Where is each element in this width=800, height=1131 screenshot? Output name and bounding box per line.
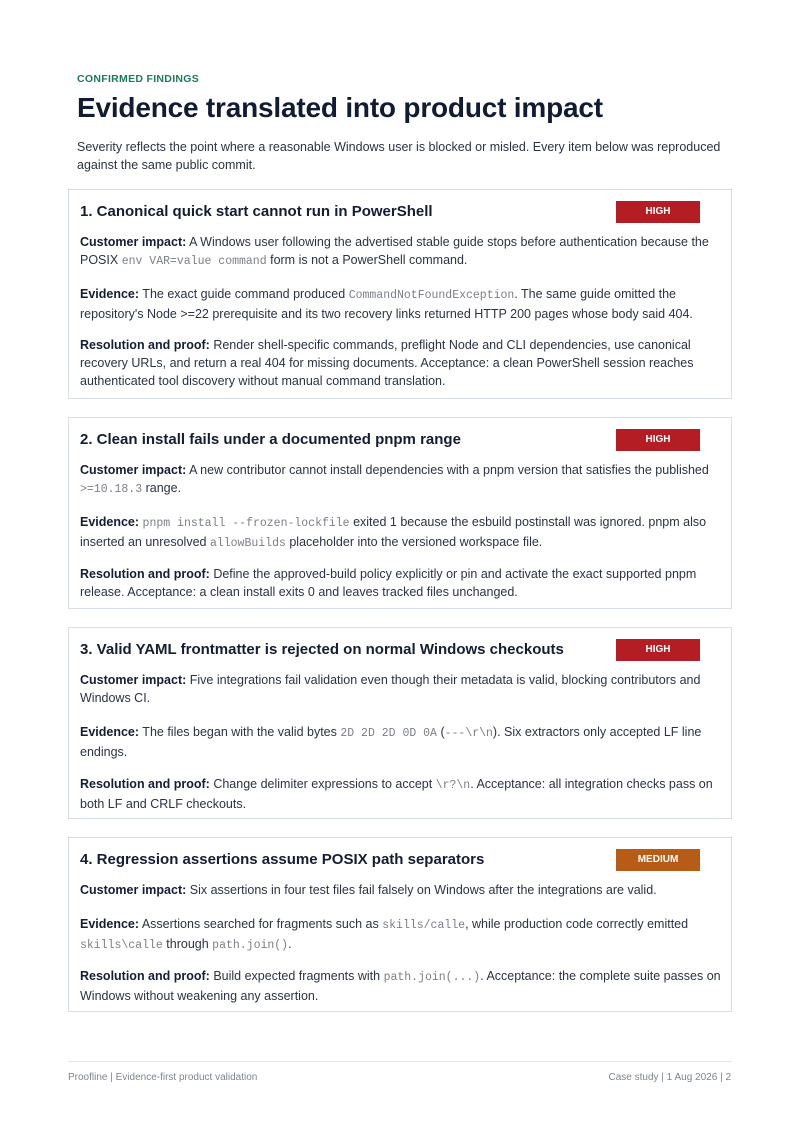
evidence: [80, 723, 722, 761]
inline-code: skills/calle: [382, 919, 466, 932]
resolution-text: Build expected fragments with: [209, 969, 384, 983]
evidence-text: ). Six extractors only accepted LF line endings.: [80, 725, 702, 759]
finding-header: [80, 849, 700, 871]
finding-title: 3. Valid YAML frontmatter is rejected on normal Windows checkouts: [80, 641, 564, 658]
impact-label: Customer impact:: [80, 883, 187, 897]
finding-title: 1. Canonical quick start cannot run in PowerShell: [80, 203, 433, 220]
inline-code: path.join(...): [383, 971, 481, 984]
resolution-text: Define the approved-build policy explicitly or pin and activate the exact supported pnpm release. Acceptance: a clean install exits 0 and leaves tracked files unchanged.: [80, 567, 697, 599]
severity-badge: MEDIUM: [616, 849, 700, 871]
footer-brand: Proofline | Evidence-first product validation: [68, 1072, 258, 1083]
resolution-text: . Acceptance: all integration checks pass on both LF and CRLF checkouts.: [80, 777, 713, 811]
evidence-text: .: [288, 937, 292, 951]
evidence-text: (: [436, 725, 445, 739]
evidence-text: The files began with the valid bytes: [139, 725, 341, 739]
finding-card-1: [68, 189, 732, 399]
resolution: [80, 967, 722, 1005]
evidence-text: through: [162, 937, 213, 951]
evidence-text: The exact guide command produced: [139, 287, 349, 301]
customer-impact: [80, 881, 722, 899]
resolution-text: Render shell-specific commands, preflight Node and CLI dependencies, use canonical recovery URLs, and return a real 404 for missing documents. Acceptance: a clean PowerShell session reaches authenticated tool discovery without manual command translation.: [80, 338, 694, 388]
severity-badge: HIGH: [616, 639, 700, 661]
impact-text: A new contributor cannot install dependencies with a pnpm version that satisfies the published: [186, 463, 709, 477]
inline-code: CommandNotFoundException: [348, 289, 515, 302]
impact-text: A Windows user following the advertised stable guide stops before authentication because the POSIX: [80, 235, 709, 267]
evidence: [80, 915, 722, 955]
resolution-label: Resolution and proof:: [80, 777, 210, 791]
inline-code: >=10.18.3: [80, 483, 143, 496]
evidence-text: exited 1 because the esbuild postinstall was ignored. pnpm also inserted an unresolved: [80, 515, 707, 549]
inline-code: ---\r\n: [444, 727, 493, 740]
evidence-label: Evidence:: [80, 917, 140, 931]
resolution-label: Resolution and proof:: [80, 567, 210, 581]
resolution-label: Resolution and proof:: [80, 969, 210, 983]
section-eyebrow: CONFIRMED FINDINGS: [77, 73, 200, 85]
finding-title: 2. Clean install fails under a documented pnpm range: [80, 431, 461, 448]
intro-paragraph: Severity reflects the point where a reasonable Windows user is blocked or misled. Every item below was reproduced against the same public commit.: [77, 140, 721, 172]
impact-text: Six assertions in four test files fail falsely on Windows after the integrations are valid.: [186, 883, 657, 897]
impact-label: Customer impact:: [80, 673, 187, 687]
inline-code: 2D 2D 2D 0D 0A: [340, 727, 437, 740]
resolution-label: Resolution and proof:: [80, 338, 210, 352]
impact-label: Customer impact:: [80, 463, 187, 477]
customer-impact: [80, 233, 722, 271]
impact-text: Five integrations fail validation even though their metadata is valid, blocking contributors and Windows CI.: [80, 673, 701, 705]
impact-text: range.: [142, 481, 182, 495]
severity-badge: HIGH: [616, 201, 700, 223]
inline-code: \r?\n: [435, 779, 471, 792]
inline-code: env VAR=value command: [121, 255, 267, 268]
evidence-text: Assertions searched for fragments such as: [139, 917, 383, 931]
evidence-label: Evidence:: [80, 515, 140, 529]
footer-divider: [68, 1061, 732, 1062]
evidence-label: Evidence:: [80, 725, 140, 739]
finding-card-3: [68, 627, 732, 819]
resolution: [80, 775, 722, 813]
evidence-label: Evidence:: [80, 287, 140, 301]
customer-impact: [80, 461, 722, 499]
resolution: [80, 565, 722, 601]
evidence: [80, 285, 722, 323]
page-title: Evidence translated into product impact: [77, 92, 603, 123]
inline-code: allowBuilds: [209, 537, 286, 550]
finding-header: [80, 201, 700, 223]
finding-title: 4. Regression assertions assume POSIX path separators: [80, 851, 485, 868]
customer-impact: [80, 671, 722, 707]
resolution: [80, 336, 722, 390]
severity-badge: HIGH: [616, 429, 700, 451]
impact-label: Customer impact:: [80, 235, 187, 249]
evidence-text: . The same guide omitted the repository's Node >=22 prerequisite and its two recovery links returned HTTP 200 pages whose body said 404.: [80, 287, 693, 321]
finding-card-2: [68, 417, 732, 609]
resolution-text: Change delimiter expressions to accept: [209, 777, 436, 791]
inline-code: path.join(): [212, 939, 289, 952]
footer-page-info: Case study | 1 Aug 2026 | 2: [608, 1072, 731, 1083]
evidence-text: placeholder into the versioned workspace file.: [285, 535, 543, 549]
evidence: [80, 513, 722, 553]
finding-card-4: [68, 837, 732, 1012]
finding-header: [80, 639, 700, 661]
impact-text: form is not a PowerShell command.: [266, 253, 468, 267]
resolution-text: . Acceptance: the complete suite passes on Windows without weakening any assertion.: [80, 969, 721, 1003]
inline-code: skills\calle: [80, 939, 163, 952]
evidence-text: , while production code correctly emitted: [465, 917, 689, 931]
finding-header: [80, 429, 700, 451]
inline-code: pnpm install --frozen-lockfile: [142, 517, 350, 530]
